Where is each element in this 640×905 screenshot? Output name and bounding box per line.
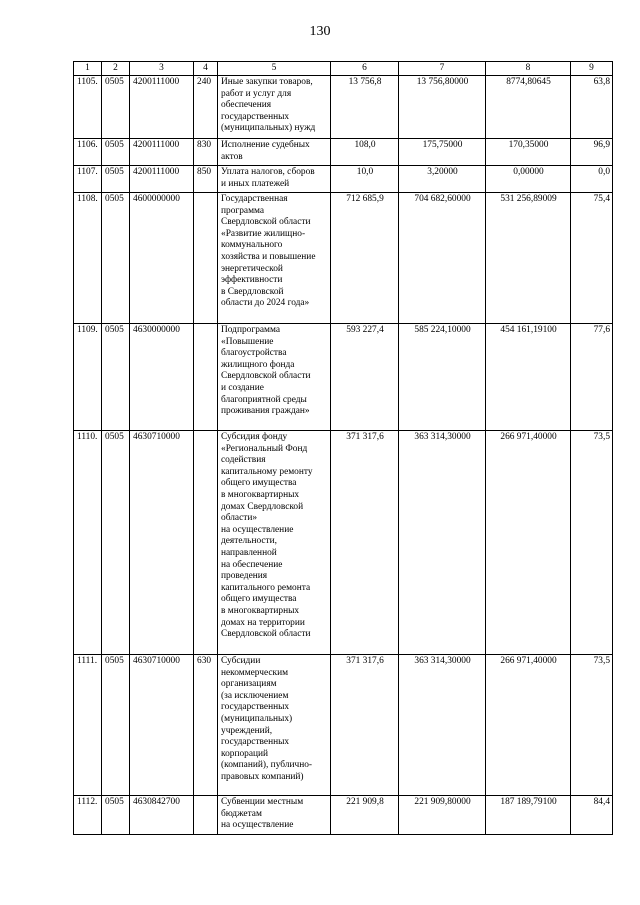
table-header-row <box>74 62 613 76</box>
description-line: жилищного фонда <box>221 359 295 370</box>
description-line: государственных <box>221 111 290 122</box>
executed-amount-cell: 266 971,40000 <box>486 655 571 796</box>
column-header: 3 <box>130 62 194 76</box>
column-header: 4 <box>194 62 218 76</box>
description-cell <box>218 193 331 324</box>
description-line: домах Свердловской <box>221 501 304 512</box>
execution-percent-cell: 75,4 <box>571 193 613 324</box>
description-line: (компаний), публично- <box>221 760 313 771</box>
budget-table <box>73 61 613 835</box>
approved-amount-cell: 108,0 <box>331 139 399 166</box>
planned-amount-cell: 704 682,60000 <box>399 193 486 324</box>
page-number: 130 <box>309 24 331 39</box>
column-header: 8 <box>486 62 571 76</box>
description-line: в многоквартирных <box>221 605 300 616</box>
description-line: государственных <box>221 702 290 713</box>
section-code-cell: 0505 <box>102 193 130 324</box>
description-line: капитального ремонта <box>221 582 311 593</box>
description-line: Исполнение судебных <box>221 140 310 150</box>
description-cell <box>218 76 331 139</box>
expense-type-cell: 630 <box>194 655 218 796</box>
description-line: «Развитие жилищно- <box>221 228 306 239</box>
expense-type-cell: 830 <box>194 139 218 166</box>
description-line: в Свердловской <box>221 286 284 297</box>
approved-amount-cell: 593 227,4 <box>331 324 399 431</box>
section-code-cell: 0505 <box>102 324 130 431</box>
description-line: деятельности, <box>221 536 278 547</box>
description-line: Субсидии <box>221 656 261 666</box>
row-number-cell: 1111. <box>74 655 102 796</box>
approved-amount-cell: 13 756,8 <box>331 76 399 139</box>
description-line: (за исключением <box>221 690 289 701</box>
expense-type-cell: 850 <box>194 166 218 193</box>
execution-percent-cell: 77,6 <box>571 324 613 431</box>
expense-type-cell <box>194 324 218 431</box>
target-article-cell: 4200111000 <box>130 76 194 139</box>
description-cell <box>218 655 331 796</box>
table-body <box>74 76 613 835</box>
executed-amount-cell: 266 971,40000 <box>486 431 571 655</box>
executed-amount-cell: 170,35000 <box>486 139 571 166</box>
description-line: эффективности <box>221 275 283 286</box>
table-row <box>74 431 613 655</box>
description-line: Свердловской области <box>221 629 311 640</box>
table-row <box>74 324 613 431</box>
description-line: корпораций <box>221 748 269 759</box>
description-line: общего имущества <box>221 594 297 605</box>
target-article-cell: 4630710000 <box>130 655 194 796</box>
table-row <box>74 193 613 324</box>
description-line: проживания граждан» <box>221 406 310 417</box>
executed-amount-cell: 454 161,19100 <box>486 324 571 431</box>
column-header: 5 <box>218 62 331 76</box>
expense-type-cell <box>194 431 218 655</box>
description-line: Свердловской области <box>221 217 311 228</box>
description-line: программа <box>221 205 265 216</box>
description-line: на осуществление <box>221 820 294 831</box>
column-header: 6 <box>331 62 399 76</box>
planned-amount-cell: 585 224,10000 <box>399 324 486 431</box>
expense-type-cell: 240 <box>194 76 218 139</box>
description-line: на осуществление <box>221 524 294 535</box>
column-header: 1 <box>74 62 102 76</box>
description-line: энергетической <box>221 263 283 274</box>
description-line: в многоквартирных <box>221 489 300 500</box>
table-row <box>74 655 613 796</box>
column-header: 7 <box>399 62 486 76</box>
description-line: благоприятной среды <box>221 394 307 405</box>
execution-percent-cell: 73,5 <box>571 655 613 796</box>
execution-percent-cell: 63,8 <box>571 76 613 139</box>
section-code-cell: 0505 <box>102 166 130 193</box>
target-article-cell: 4200111000 <box>130 139 194 166</box>
planned-amount-cell: 363 314,30000 <box>399 431 486 655</box>
approved-amount-cell: 371 317,6 <box>331 431 399 655</box>
row-number-cell: 1112. <box>74 796 102 835</box>
executed-amount-cell: 187 189,79100 <box>486 796 571 835</box>
row-number-cell: 1107. <box>74 166 102 193</box>
table-row <box>74 796 613 835</box>
description-line: содействия <box>221 455 266 466</box>
description-line: организациям <box>221 679 277 690</box>
description-line: (муниципальных) <box>221 713 293 724</box>
description-line: актов <box>221 151 243 162</box>
description-line: Уплата налогов, сборов <box>221 167 315 177</box>
description-line: области» <box>221 513 258 524</box>
description-cell <box>218 166 331 193</box>
executed-amount-cell: 531 256,89009 <box>486 193 571 324</box>
section-code-cell: 0505 <box>102 76 130 139</box>
description-cell <box>218 139 331 166</box>
description-line: работ и услуг для <box>221 88 292 99</box>
description-line: «Региональный Фонд <box>221 443 308 454</box>
description-line: Иные закупки товаров, <box>221 77 313 87</box>
description-line: Свердловской области <box>221 371 311 382</box>
section-code-cell: 0505 <box>102 796 130 835</box>
approved-amount-cell: 712 685,9 <box>331 193 399 324</box>
approved-amount-cell: 10,0 <box>331 166 399 193</box>
executed-amount-cell: 8774,80645 <box>486 76 571 139</box>
approved-amount-cell: 221 909,8 <box>331 796 399 835</box>
description-line: домах на территории <box>221 617 305 628</box>
description-line: обеспечения <box>221 100 272 111</box>
description-line: общего имущества <box>221 478 297 489</box>
description-line: и иных платежей <box>221 178 290 189</box>
row-number-cell: 1110. <box>74 431 102 655</box>
section-code-cell: 0505 <box>102 431 130 655</box>
description-line: (муниципальных) нужд <box>221 123 316 134</box>
row-number-cell: 1105. <box>74 76 102 139</box>
description-line: учреждений, <box>221 725 273 736</box>
execution-percent-cell: 96,9 <box>571 139 613 166</box>
description-line: области до 2024 года» <box>221 298 310 309</box>
planned-amount-cell: 221 909,80000 <box>399 796 486 835</box>
description-line: и создание <box>221 382 264 393</box>
description-line: Государственная <box>221 194 288 204</box>
executed-amount-cell: 0,00000 <box>486 166 571 193</box>
row-number-cell: 1108. <box>74 193 102 324</box>
target-article-cell: 4600000000 <box>130 193 194 324</box>
target-article-cell: 4630000000 <box>130 324 194 431</box>
description-cell <box>218 796 331 835</box>
expense-type-cell <box>194 193 218 324</box>
execution-percent-cell: 84,4 <box>571 796 613 835</box>
description-line: некоммерческим <box>221 667 289 678</box>
execution-percent-cell: 0,0 <box>571 166 613 193</box>
section-code-cell: 0505 <box>102 139 130 166</box>
description-line: Подпрограмма <box>221 325 281 335</box>
planned-amount-cell: 3,20000 <box>399 166 486 193</box>
execution-percent-cell: 73,5 <box>571 431 613 655</box>
description-line: коммунального <box>221 240 283 251</box>
description-line: «Повышение <box>221 336 274 347</box>
description-line: Субвенции местным <box>221 797 304 807</box>
description-line: проведения <box>221 571 268 582</box>
description-line: правовых компаний) <box>221 771 304 782</box>
column-header: 9 <box>571 62 613 76</box>
description-line: капитальному ремонту <box>221 466 313 477</box>
description-line: благоустройства <box>221 348 287 359</box>
description-line: направленной <box>221 547 277 558</box>
description-cell <box>218 324 331 431</box>
table-row <box>74 139 613 166</box>
section-code-cell: 0505 <box>102 655 130 796</box>
target-article-cell: 4200111000 <box>130 166 194 193</box>
description-cell <box>218 431 331 655</box>
row-number-cell: 1106. <box>74 139 102 166</box>
table-row <box>74 166 613 193</box>
description-line: на обеспечение <box>221 559 283 570</box>
planned-amount-cell: 175,75000 <box>399 139 486 166</box>
table-row <box>74 76 613 139</box>
description-line: государственных <box>221 737 290 748</box>
column-header: 2 <box>102 62 130 76</box>
planned-amount-cell: 363 314,30000 <box>399 655 486 796</box>
target-article-cell: 4630710000 <box>130 431 194 655</box>
expense-type-cell <box>194 796 218 835</box>
approved-amount-cell: 371 317,6 <box>331 655 399 796</box>
planned-amount-cell: 13 756,80000 <box>399 76 486 139</box>
description-line: Субсидия фонду <box>221 432 288 442</box>
target-article-cell: 4630842700 <box>130 796 194 835</box>
description-line: хозяйства и повышение <box>221 251 316 262</box>
row-number-cell: 1109. <box>74 324 102 431</box>
description-line: бюджетам <box>221 808 262 819</box>
